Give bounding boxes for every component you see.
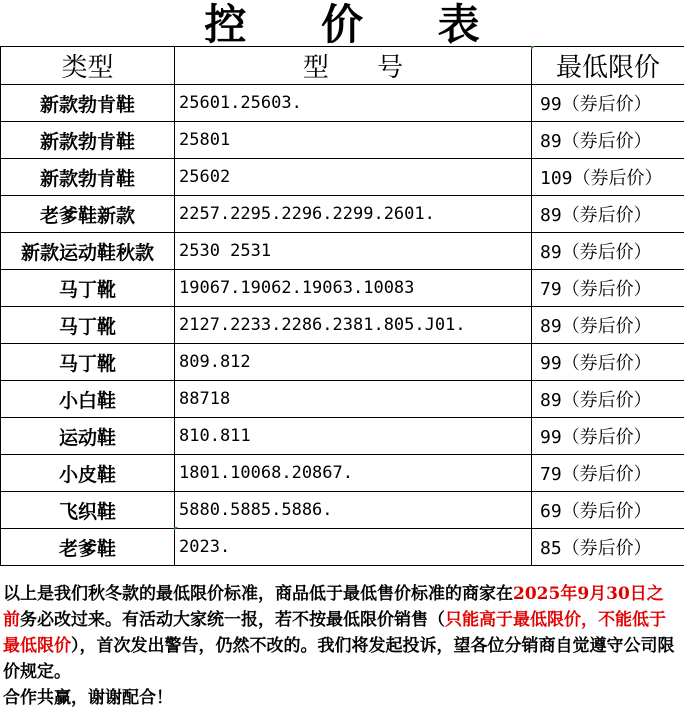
price-note: （券后价） [561,279,652,300]
notice-closing: 合作共赢，谢谢配合！ [3,688,173,708]
product-type-cell: 小皮鞋 [1,455,175,492]
product-type-cell: 马丁靴 [1,270,175,307]
product-type-cell: 小白鞋 [1,381,175,418]
model-number-cell [175,455,532,492]
min-price-cell [532,344,684,381]
model-number-cell [175,529,532,566]
min-price-value: 89 [540,316,562,337]
model-number-cell [175,122,532,159]
price-note: （券后价） [561,353,652,374]
min-price-value: 109 [540,168,573,189]
table-row [1,159,684,196]
price-table [0,46,684,566]
model-number-cell [175,85,532,122]
min-price-value: 85 [540,538,562,559]
table-row [1,418,684,455]
model-number-text: 88718 [179,389,231,409]
model-number-wrap [179,85,531,121]
model-number-text: 19067.19062.19063.10083 [179,278,415,298]
cell-marker-icon [174,527,178,531]
model-number-wrap [179,344,531,380]
model-number-text: 5880.5885.5886. [179,500,333,520]
header-min-price: 最低限价 [532,47,684,85]
table-row [1,492,684,529]
table-row [1,85,684,122]
model-number-cell [175,233,532,270]
min-price-value: 99 [540,94,562,115]
model-number-cell [175,418,532,455]
model-number-text: 25601.25603. [179,93,302,113]
min-price-value: 99 [540,427,562,448]
notice-part1: 以上是我们秋冬款的最低限价标准，商品低于最低售价标准的商家在 [3,584,513,604]
model-number-wrap [179,196,531,232]
cell-marker-icon [531,46,535,50]
min-price-value: 89 [540,242,562,263]
min-price-cell [532,455,684,492]
product-type-cell: 马丁靴 [1,344,175,381]
model-number-wrap [179,159,531,195]
model-number-text: 2023. [179,537,231,557]
model-number-cell [175,344,532,381]
model-number-cell [175,196,532,233]
model-number-cell [175,492,532,529]
model-number-text: 809.812 [179,352,251,372]
product-type-cell: 新款勃肯鞋 [1,159,175,196]
min-price-cell [532,85,684,122]
model-number-wrap [179,418,531,454]
min-price-value: 79 [540,464,562,485]
min-price-cell [532,381,684,418]
model-number-wrap [179,381,531,417]
min-price-cell [532,307,684,344]
notice-text [3,581,679,685]
product-type-cell: 飞织鞋 [1,492,175,529]
price-note: （券后价） [561,501,652,522]
product-type-cell: 老爹鞋新款 [1,196,175,233]
model-number-wrap [179,455,531,491]
price-note: （券后价） [561,205,652,226]
model-number-cell [175,307,532,344]
table-row [1,270,684,307]
product-type-cell: 运动鞋 [1,418,175,455]
min-price-value: 79 [540,279,562,300]
product-type-cell: 新款勃肯鞋 [1,85,175,122]
price-note: （券后价） [561,242,652,263]
product-type-cell: 马丁靴 [1,307,175,344]
table-header-row [1,47,684,85]
price-note: （券后价） [572,168,663,189]
price-note: （券后价） [561,316,652,337]
table-row [1,344,684,381]
table-row [1,233,684,270]
model-number-text: 810.811 [179,426,251,446]
min-price-value: 89 [540,205,562,226]
notice-paragraph [3,581,679,711]
table-row [1,529,684,566]
notice-part3: ），首次发出警告，仍然不改的。我们将发起投诉，望各位分销商自觉遵守公司限价规定。 [3,636,675,682]
min-price-cell [532,159,684,196]
notice-deadline: 2025年9月30日之前 [3,584,664,630]
table-body [1,85,684,566]
notice-rule: 只能高于最低限价，不能低于最低限价 [3,610,666,656]
table-row [1,122,684,159]
model-number-wrap [179,492,531,528]
model-number-text: 2257.2295.2296.2299.2601. [179,204,435,224]
model-number-text: 2530 2531 [179,241,272,261]
table-row [1,455,684,492]
product-type-cell: 新款运动鞋秋款 [1,233,175,270]
price-note: （券后价） [561,538,652,559]
price-note: （券后价） [561,94,652,115]
price-note: （券后价） [561,131,652,152]
model-number-cell [175,381,532,418]
table-row [1,196,684,233]
min-price-cell [532,196,684,233]
model-number-wrap [179,270,531,306]
price-note: （券后价） [561,390,652,411]
min-price-value: 69 [540,501,562,522]
min-price-cell [532,122,684,159]
model-number-text: 25602 [179,167,231,187]
sheet-title: 控 价 表 [204,0,510,46]
model-number-cell [175,270,532,307]
min-price-cell [532,233,684,270]
model-number-cell [175,159,532,196]
min-price-cell [532,492,684,529]
model-number-text: 1801.10068.20867. [179,463,353,483]
model-number-text: 2127.2233.2286.2381.805.J01. [179,315,466,335]
min-price-cell [532,529,684,566]
header-type: 类型 [1,47,175,85]
product-type-cell: 老爹鞋 [1,529,175,566]
model-number-wrap [179,307,531,343]
min-price-value: 99 [540,353,562,374]
model-number-wrap [179,122,531,158]
min-price-cell [532,270,684,307]
table-row [1,381,684,418]
header-model: 型 号 [175,47,532,85]
notice-part2: 务必改过来。有活动大家统一报，若不按最低限价销售（ [20,610,445,630]
price-note: （券后价） [561,427,652,448]
min-price-value: 89 [540,131,562,152]
price-note: （券后价） [561,464,652,485]
model-number-text: 25801 [179,130,231,150]
min-price-value: 89 [540,390,562,411]
product-type-cell: 新款勃肯鞋 [1,122,175,159]
min-price-cell [532,418,684,455]
model-number-overflow-text [179,485,292,491]
model-number-wrap [179,529,531,565]
model-number-wrap [179,233,531,269]
table-row [1,307,684,344]
